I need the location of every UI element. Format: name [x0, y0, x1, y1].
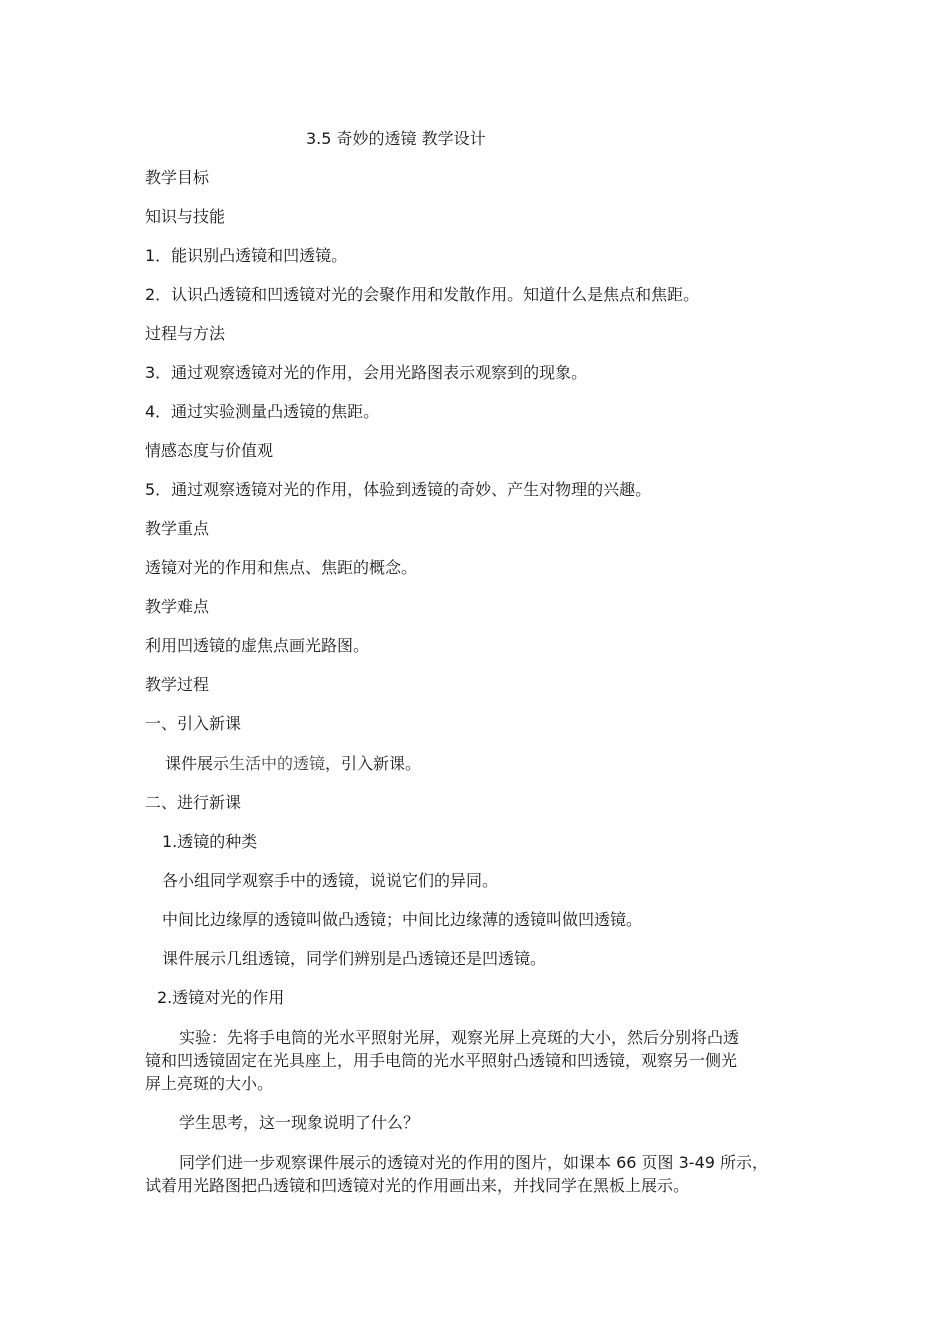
experiment-line-1: 实验：先将手电筒的光水平照射光屏，观察光屏上亮斑的大小，然后分别将凸透	[179, 1028, 740, 1047]
process-heading: 过程与方法	[145, 324, 226, 343]
subsection-1-para-3: 课件展示几组透镜，同学们辨别是凸透镜还是凹透镜。	[162, 949, 547, 968]
subsection-1-para-1: 各小组同学观察手中的透镜，说说它们的异同。	[162, 871, 499, 890]
knowledge-heading: 知识与技能	[145, 207, 226, 226]
key-text: 透镜对光的作用和焦点、焦距的概念。	[145, 558, 418, 577]
difficulty-heading: 教学难点	[145, 597, 210, 616]
objective-item-5: 5．通过观察透镜对光的作用，体验到透镜的奇妙、产生对物理的兴趣。	[145, 480, 652, 499]
key-heading: 教学重点	[145, 519, 210, 538]
section-2-heading: 二、进行新课	[145, 793, 242, 812]
emotion-heading: 情感态度与价值观	[145, 441, 274, 460]
doc-title: 3.5 奇妙的透镜 教学设计	[306, 129, 486, 148]
observe-line-1: 同学们进一步观察课件展示的透镜对光的作用的图片，如课本 66 页图 3-49 所示，	[179, 1153, 769, 1172]
objective-item-3: 3．通过观察透镜对光的作用，会用光路图表示观察到的现象。	[145, 363, 588, 382]
objective-item-4: 4．通过实验测量凸透镜的焦距。	[145, 402, 380, 421]
objective-item-2: 2．认识凸透镜和凹透镜对光的会聚作用和发散作用。知道什么是焦点和焦距。	[145, 285, 700, 304]
subsection-1-para-2: 中间比边缘厚的透镜叫做凸透镜；中间比边缘薄的透镜叫做凹透镜。	[162, 910, 643, 929]
student-think: 学生思考，这一现象说明了什么？	[179, 1113, 420, 1132]
section-1-heading: 一、引入新课	[145, 714, 242, 733]
teaching-process-heading: 教学过程	[145, 675, 210, 694]
intro-highlight: 生活中的透镜	[229, 754, 326, 773]
subsection-2-heading: 2.透镜对光的作用	[157, 988, 285, 1007]
subsection-1-heading: 1.透镜的种类	[162, 832, 258, 851]
intro-paragraph	[165, 753, 421, 775]
experiment-line-3: 屏上亮斑的大小。	[145, 1074, 274, 1093]
observe-line-2: 试着用光路图把凸透镜和凹透镜对光的作用画出来，并找同学在黑板上展示。	[145, 1176, 690, 1195]
experiment-line-2: 镜和凹透镜固定在光具座上，用手电筒的光水平照射凸透镜和凹透镜，观察另一侧光	[145, 1051, 738, 1070]
difficulty-text: 利用凹透镜的虚焦点画光路图。	[145, 636, 370, 655]
objectives-heading: 教学目标	[145, 168, 210, 187]
intro-suffix: ，引入新课。	[325, 754, 422, 773]
objective-item-1: 1．能识别凸透镜和凹透镜。	[145, 246, 348, 265]
intro-prefix: 课件展示	[165, 754, 230, 773]
